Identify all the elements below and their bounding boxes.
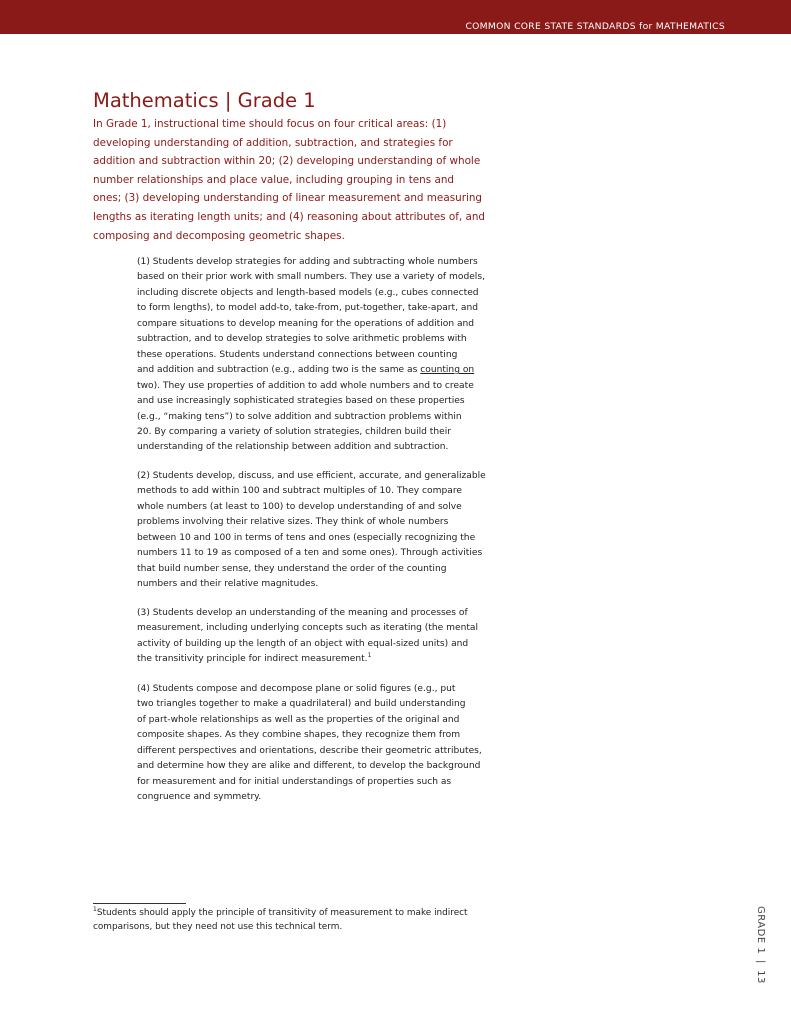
grade-label: GRADE 1 <box>755 906 766 955</box>
paragraph-line: and determine how they are alike and different, to develop the background <box>137 761 481 772</box>
footnote-line <box>93 906 553 920</box>
paragraph-line: these operations. Students understand connections between counting <box>137 349 458 360</box>
paragraph-line: between 10 and 100 in terms of tens and ones (especially recognizing the <box>137 532 476 543</box>
paragraph-line-text: and addition and subtraction (e.g., adding two is the same as <box>137 365 421 376</box>
critical-area-4-paragraph <box>137 682 537 806</box>
paragraph-line: numbers 11 to 19 as composed of a ten and some ones). Through activities <box>137 548 483 559</box>
paragraph-line: understanding of the relationship between addition and subtraction. <box>137 442 449 453</box>
intro-line: developing understanding of addition, subtraction, and strategies for <box>93 136 453 149</box>
running-header: COMMON CORE STATE STANDARDS for MATHEMATICS <box>465 21 725 32</box>
paragraph-line: (2) Students develop, discuss, and use efficient, accurate, and generalizable <box>137 471 486 481</box>
paragraph-line: (3) Students develop an understanding of the meaning and processes of <box>137 608 468 618</box>
paragraph-line: (1) Students develop strategies for adding and subtracting whole numbers <box>137 257 478 267</box>
side-separator: | <box>755 960 766 965</box>
paragraph-line: (4) Students compose and decompose plane or solid figures (e.g., put <box>137 684 456 694</box>
paragraph-line: and use increasingly sophisticated strategies based on these properties <box>137 396 465 407</box>
critical-area-1-paragraph <box>137 255 537 456</box>
paragraph-line <box>137 363 537 378</box>
paragraph-line: problems involving their relative sizes. They think of whole numbers <box>137 517 449 528</box>
paragraph-line: activity of building up the length of an object with equal-sized units) and <box>137 638 469 649</box>
paragraph-line: numbers and their relative magnitudes. <box>137 579 319 590</box>
paragraph-line: of part-whole relationships as well as the properties of the original and <box>137 714 460 725</box>
paragraph-line: different perspectives and orientations, describe their geometric attributes, <box>137 745 482 756</box>
paragraph-line: based on their prior work with small numbers. They use a variety of models, <box>137 272 485 283</box>
header-bar <box>0 0 791 34</box>
critical-area-2-paragraph <box>137 469 537 593</box>
footnote-mark: 1 <box>93 906 97 914</box>
paragraph-line: composite shapes. As they combine shapes, they recognize them from <box>137 730 461 741</box>
paragraph-line-text: the transitivity principle for indirect measurement. <box>137 654 368 665</box>
footnote-line: comparisons, but they need not use this technical term. <box>93 922 343 932</box>
critical-area-3-paragraph <box>137 606 537 668</box>
page-number: 13 <box>755 970 766 984</box>
paragraph-line: two). They use properties of addition to add whole numbers and to create <box>137 380 474 391</box>
paragraph-line: whole numbers (at least to 100) to develop understanding of and solve <box>137 501 462 512</box>
paragraph-line: that build number sense, they understand the order of the counting <box>137 563 447 574</box>
paragraph-line: compare situations to develop meaning for the operations of addition and <box>137 318 475 329</box>
footnote-line-text: Students should apply the principle of transitivity of measurement to make indirect <box>96 908 468 918</box>
footnote <box>93 906 553 934</box>
paragraph-line: including discrete objects and length-based models (e.g., cubes connected <box>137 287 479 298</box>
intro-line: addition and subtraction within 20; (2) developing understanding of whole <box>93 155 481 168</box>
intro-line: composing and decomposing geometric shapes. <box>93 229 345 242</box>
intro-line: lengths as iterating length units; and (4) reasoning about attributes of, and <box>93 210 486 223</box>
footnote-divider <box>93 903 186 904</box>
paragraph-line: methods to add within 100 and subtract multiples of 10. They compare <box>137 486 462 497</box>
intro-line: number relationships and place value, including grouping in tens and <box>93 173 455 186</box>
paragraph-line: subtraction, and to develop strategies to solve arithmetic problems with <box>137 334 467 345</box>
paragraph-line: congruence and symmetry. <box>137 792 262 803</box>
side-page-label <box>744 906 766 992</box>
page-title: Mathematics | Grade 1 <box>93 89 316 112</box>
counting-on-term: counting on <box>420 365 475 376</box>
paragraph-line <box>137 652 537 667</box>
intro-line: ones; (3) developing understanding of linear measurement and measuring <box>93 192 483 205</box>
paragraph-line: measurement, including underlying concepts such as iterating (the mental <box>137 623 479 634</box>
intro-line: In Grade 1, instructional time should focus on four critical areas: (1) <box>93 118 447 130</box>
paragraph-line: two triangles together to make a quadrilateral) and build understanding <box>137 699 466 710</box>
paragraph-line: for measurement and for initial understandings of properties such as <box>137 776 452 787</box>
paragraph-line: 20. By comparing a variety of solution strategies, children build their <box>137 426 452 437</box>
intro-paragraph <box>93 115 533 245</box>
paragraph-line: to form lengths), to model add-to, take-from, put-together, take-apart, and <box>137 303 478 314</box>
paragraph-line: (e.g., “making tens”) to solve addition and subtraction problems within <box>137 411 462 422</box>
footnote-reference: 1 <box>367 652 372 660</box>
